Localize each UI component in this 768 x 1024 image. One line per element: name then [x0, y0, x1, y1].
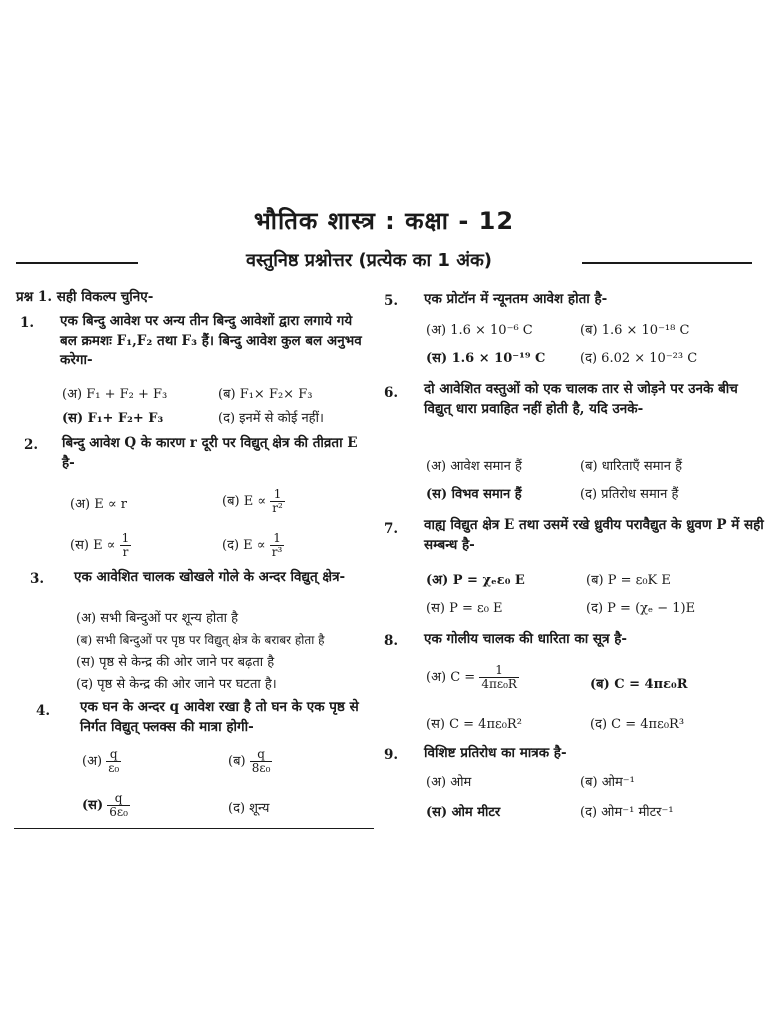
q6-option-b: (ब) धारिताएँ समान हैं: [580, 459, 683, 474]
q2-text: बिन्दु आवेश Q के कारण r दूरी पर विद्युत् क्षेत्र की तीव्रता E है-: [62, 435, 358, 471]
q5-text: एक प्रोटॉन में न्यूनतम आवेश होता है-: [424, 291, 608, 307]
q2-option-d-den: r³: [271, 545, 283, 560]
right-column: [384, 0, 768, 1024]
q2-option-b: [222, 488, 285, 515]
q1-option-c: (स) F₁+ F₂+ F₃: [62, 411, 164, 426]
q3-option-d: (द) पृष्ठ से केन्द्र की ओर जाने पर घटता है।: [76, 677, 277, 692]
q1-number: 1.: [20, 315, 35, 331]
q6-text: दो आवेशित वस्तुओं को एक चालक तार से जोड़ने पर उनके बीच विद्युत् धारा प्रवाहित नहीं होती है, यदि उनके-: [424, 381, 738, 417]
q2-option-a: (अ) E ∝ r: [70, 497, 127, 512]
q2-option-b-den: r²: [272, 501, 283, 516]
q5-option-b: (ब) 1.6 × 10⁻¹⁸ C: [580, 323, 690, 338]
q2-option-d: [222, 532, 284, 559]
q4-option-c-num: q: [107, 792, 130, 806]
q7-option-c: (स) P = ε₀ E: [426, 601, 503, 616]
q8-option-a: [426, 664, 519, 691]
q7-option-d: (द) P = (χₑ − 1)E: [586, 601, 696, 616]
q8-text: एक गोलीय चालक की धारिता का सूत्र है-: [424, 631, 627, 647]
q4-option-b: [228, 748, 272, 775]
q7-option-a: (अ) P = χₑε₀ E: [426, 573, 525, 588]
q3-text: एक आवेशित चालक खोखले गोले के अन्दर विद्युत् क्षेत्र-: [74, 569, 346, 585]
page-title: भौतिक शास्त्र : कक्षा - 12: [253, 207, 515, 235]
q1-text: एक बिन्दु आवेश पर अन्य तीन बिन्दु आवेशों द्वारा लगाये गये बल क्रमशः F₁,F₂ तथा F₃ हैं। बिन्दु आवेश कुल बल अनुभव करेगा-: [60, 313, 362, 369]
q5-number: 5.: [384, 293, 399, 309]
q4-option-c: [82, 792, 130, 819]
q8-number: 8.: [384, 633, 399, 649]
q5-option-d: (द) 6.02 × 10⁻²³ C: [580, 351, 698, 366]
q8-option-a-num: 1: [479, 664, 519, 678]
left-column-footer-rule: [14, 828, 374, 829]
q1-option-a: (अ) F₁ + F₂ + F₃: [62, 387, 168, 402]
q2-option-d-fraction: [270, 532, 285, 559]
q4-option-a-num: q: [106, 748, 121, 762]
q9-option-a: (अ) ओम: [426, 775, 472, 790]
q1-option-b: (ब) F₁× F₂× F₃: [218, 387, 313, 402]
q2-option-c-num: 1: [121, 531, 130, 545]
q3-option-a: (अ) सभी बिन्दुओं पर शून्य होता है: [76, 611, 239, 626]
q4-option-a-fraction: [106, 748, 121, 775]
q8-option-a-den: 4πε₀R: [481, 677, 517, 692]
q2-option-b-num: 1: [270, 488, 285, 502]
q2-option-c: [70, 532, 131, 559]
q6-option-a: (अ) आवेश समान हैं: [426, 459, 522, 474]
q9-number: 9.: [384, 747, 399, 763]
q2-option-c-label: (स) E ∝: [70, 538, 116, 554]
q8-option-b: (ब) C = 4πε₀R: [590, 677, 688, 692]
q2-option-d-num: 1: [270, 532, 285, 546]
q9-option-d: (द) ओम⁻¹ मीटर⁻¹: [580, 805, 674, 820]
q6-number: 6.: [384, 385, 399, 401]
q4-option-d: (द) शून्य: [228, 801, 270, 816]
subtitle: वस्तुनिष्ठ प्रश्नोत्तर (प्रत्येक का 1 अंक): [245, 250, 493, 271]
q7-number: 7.: [384, 521, 399, 537]
q2-number: 2.: [24, 437, 39, 453]
q4-option-a-den: ε₀: [108, 761, 120, 776]
q4-option-c-fraction: [107, 792, 130, 819]
q8-option-a-label: (अ) C =: [426, 670, 476, 686]
q5-option-c: (स) 1.6 × 10⁻¹⁹ C: [426, 351, 546, 366]
q6-option-c: (स) विभव समान हैं: [426, 487, 522, 502]
q7-text: वाह्य विद्युत क्षेत्र E तथा उसमें रखे ध्रुवीय परावैद्युत के ध्रुवण P में सही सम्बन्ध है-: [424, 517, 764, 553]
q4-option-c-label: (स): [82, 798, 104, 814]
q9-option-c: (स) ओम मीटर: [426, 805, 501, 820]
q5-option-a: (अ) 1.6 × 10⁻⁶ C: [426, 323, 533, 338]
q4-option-c-den: 6ε₀: [109, 805, 128, 820]
q4-option-b-label: (ब): [228, 754, 246, 770]
q2-option-c-fraction: [120, 532, 132, 559]
q8-option-d: (द) C = 4πε₀R³: [590, 717, 685, 732]
q2-option-d-label: (द) E ∝: [222, 538, 266, 554]
q3-option-b: (ब) सभी बिन्दुओं पर पृष्ठ पर विद्युत् क्षेत्र के बराबर होता है: [76, 633, 325, 647]
q3-number: 3.: [30, 571, 45, 587]
q2-option-b-fraction: [270, 488, 285, 515]
q6-option-d: (द) प्रतिरोध समान हैं: [580, 487, 679, 502]
q4-option-b-den: 8ε₀: [251, 761, 271, 776]
q4-text: एक घन के अन्दर q आवेश रखा है तो घन के एक पृष्ठ से निर्गत विद्युत् फ्लक्स की मात्रा होगी-: [80, 699, 359, 735]
q4-option-a: [82, 748, 121, 775]
q4-number: 4.: [36, 703, 51, 719]
q4-option-b-num: q: [250, 748, 273, 762]
q4-option-b-fraction: [250, 748, 273, 775]
q8-option-c: (स) C = 4πε₀R²: [426, 717, 522, 732]
q4-option-a-label: (अ): [82, 754, 103, 770]
q9-option-b: (ब) ओम⁻¹: [580, 775, 635, 790]
q2-option-b-label: (ब) E ∝: [222, 494, 267, 510]
q1-option-d: (द) इनमें से कोई नहीं।: [218, 411, 324, 426]
q8-option-a-fraction: [479, 664, 519, 691]
q3-option-c: (स) पृष्ठ से केन्द्र की ओर जाने पर बढ़ता है: [76, 655, 275, 670]
section-heading: प्रश्न 1. सही विकल्प चुनिए-: [16, 289, 154, 305]
q2-option-c-den: r: [122, 545, 129, 560]
q9-text: विशिष्ट प्रतिरोध का मात्रक है-: [424, 745, 567, 761]
q7-option-b: (ब) P = ε₀K E: [586, 573, 671, 588]
